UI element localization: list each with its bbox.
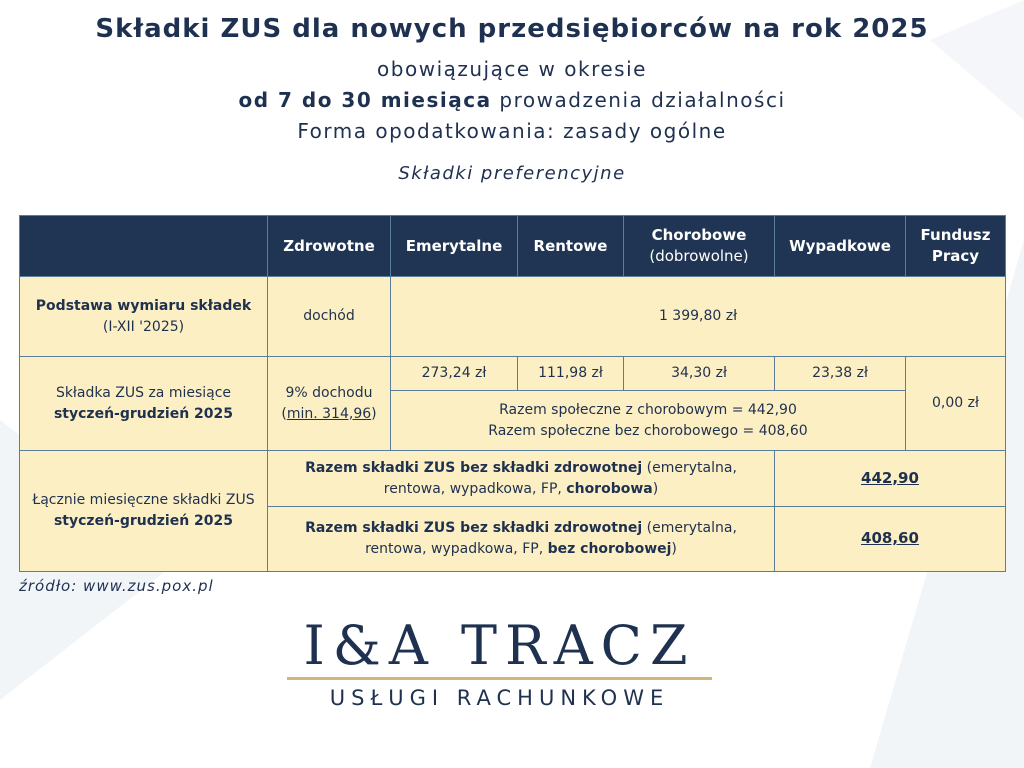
subtitle-months-rest: prowadzenia działalności xyxy=(491,88,786,112)
skladka-zdrowotne xyxy=(268,357,391,451)
logo-divider xyxy=(287,677,712,680)
header-chorobowe-label: Chorobowe xyxy=(651,226,747,244)
lacznie-b-bold: Razem składki ZUS bez składki zdrowotnej xyxy=(305,520,643,536)
header-chorobowe xyxy=(624,216,775,277)
skladka-label xyxy=(20,357,268,451)
skladka-zdrowotne-open: ( xyxy=(281,405,287,422)
skladka-emerytalne: 273,24 zł xyxy=(391,357,518,391)
table-header-row xyxy=(20,216,1006,277)
page-title: Składki ZUS dla nowych przedsiębiorców na rok 2025 xyxy=(95,14,929,44)
skladka-wypadkowe: 23,38 zł xyxy=(775,357,906,391)
subtitle-preferential: Składki preferencyjne xyxy=(398,163,626,184)
skladka-zdrowotne-min: min. 314,96 xyxy=(286,405,372,422)
lacznie-b-bold2: bez chorobowej xyxy=(547,541,672,557)
logo-subtitle: USŁUGI RACHUNKOWE xyxy=(329,686,670,710)
lacznie-label xyxy=(20,451,268,572)
subtitle-months xyxy=(0,88,1024,112)
company-logo xyxy=(287,614,712,710)
lacznie-b-close: ) xyxy=(671,541,677,557)
skladka-zdrowotne-close: ) xyxy=(371,405,377,422)
lacznie-b-value xyxy=(775,507,1006,572)
header-emerytalne: Emerytalne xyxy=(391,216,518,277)
lacznie-b-value-text: 408,60 xyxy=(861,529,919,547)
skladka-label-bold: styczeń-grudzień 2025 xyxy=(53,405,234,422)
podstawa-label xyxy=(20,277,268,357)
skladka-label-normal: Składka ZUS za miesiące xyxy=(55,384,232,401)
podstawa-zdrowotne: dochód xyxy=(268,277,391,357)
lacznie-label-bold: styczeń-grudzień 2025 xyxy=(53,513,234,529)
podstawa-value: 1 399,80 zł xyxy=(391,277,1006,357)
source-note: źródło: www.zus.pox.pl xyxy=(19,577,214,595)
skladka-razem xyxy=(391,391,906,451)
razem-bez-chorobowego: Razem społeczne bez chorobowego = 408,60 xyxy=(488,422,808,439)
subtitle-tax-form: Forma opodatkowania: zasady ogólne xyxy=(297,119,727,143)
lacznie-label-normal: Łącznie miesięczne składki ZUS xyxy=(32,492,255,508)
logo-main-text: I&A TRACZ xyxy=(303,614,696,677)
lacznie-a-normal: (emerytalna, rentowa, wypadkowa, FP, xyxy=(383,459,737,497)
razem-z-chorobowym: Razem społeczne z chorobowym = 442,90 xyxy=(499,401,797,418)
row-podstawa xyxy=(20,277,1006,357)
lacznie-a-value-text: 442,90 xyxy=(861,468,919,487)
subtitle-period: obowiązujące w okresie xyxy=(377,57,647,81)
header-chorobowe-note: (dobrowolne) xyxy=(649,247,749,265)
skladka-fundusz-pracy: 0,00 zł xyxy=(906,357,1006,451)
lacznie-a-close: ) xyxy=(652,480,659,497)
row-lacznie-a xyxy=(20,451,1006,507)
header-zdrowotne: Zdrowotne xyxy=(268,216,391,277)
skladka-chorobowe: 34,30 zł xyxy=(624,357,775,391)
contributions-table xyxy=(19,215,1006,572)
lacznie-b-normal: (emerytalna, rentowa, wypadkowa, FP, xyxy=(365,520,737,557)
header-fundusz-pracy: Fundusz Pracy xyxy=(906,216,1006,277)
podstawa-label-rest: (I-XII '2025) xyxy=(102,318,185,335)
skladka-rentowe: 111,98 zł xyxy=(518,357,624,391)
skladka-zdrowotne-rate: 9% dochodu xyxy=(285,384,373,401)
subtitle-months-bold: od 7 do 30 miesiąca xyxy=(238,88,492,112)
lacznie-a-value xyxy=(775,451,1006,507)
lacznie-a-bold2: chorobowa xyxy=(566,480,653,497)
lacznie-b-description xyxy=(268,507,775,572)
header-rentowe: Rentowe xyxy=(518,216,624,277)
lacznie-a-bold: Razem składki ZUS bez składki zdrowotnej xyxy=(305,459,643,476)
header-wypadkowe: Wypadkowe xyxy=(775,216,906,277)
lacznie-a-description xyxy=(268,451,775,507)
row-skladka-values xyxy=(20,357,1006,391)
header-empty-cell xyxy=(20,216,268,277)
podstawa-label-bold: Podstawa wymiaru składek xyxy=(35,297,252,314)
